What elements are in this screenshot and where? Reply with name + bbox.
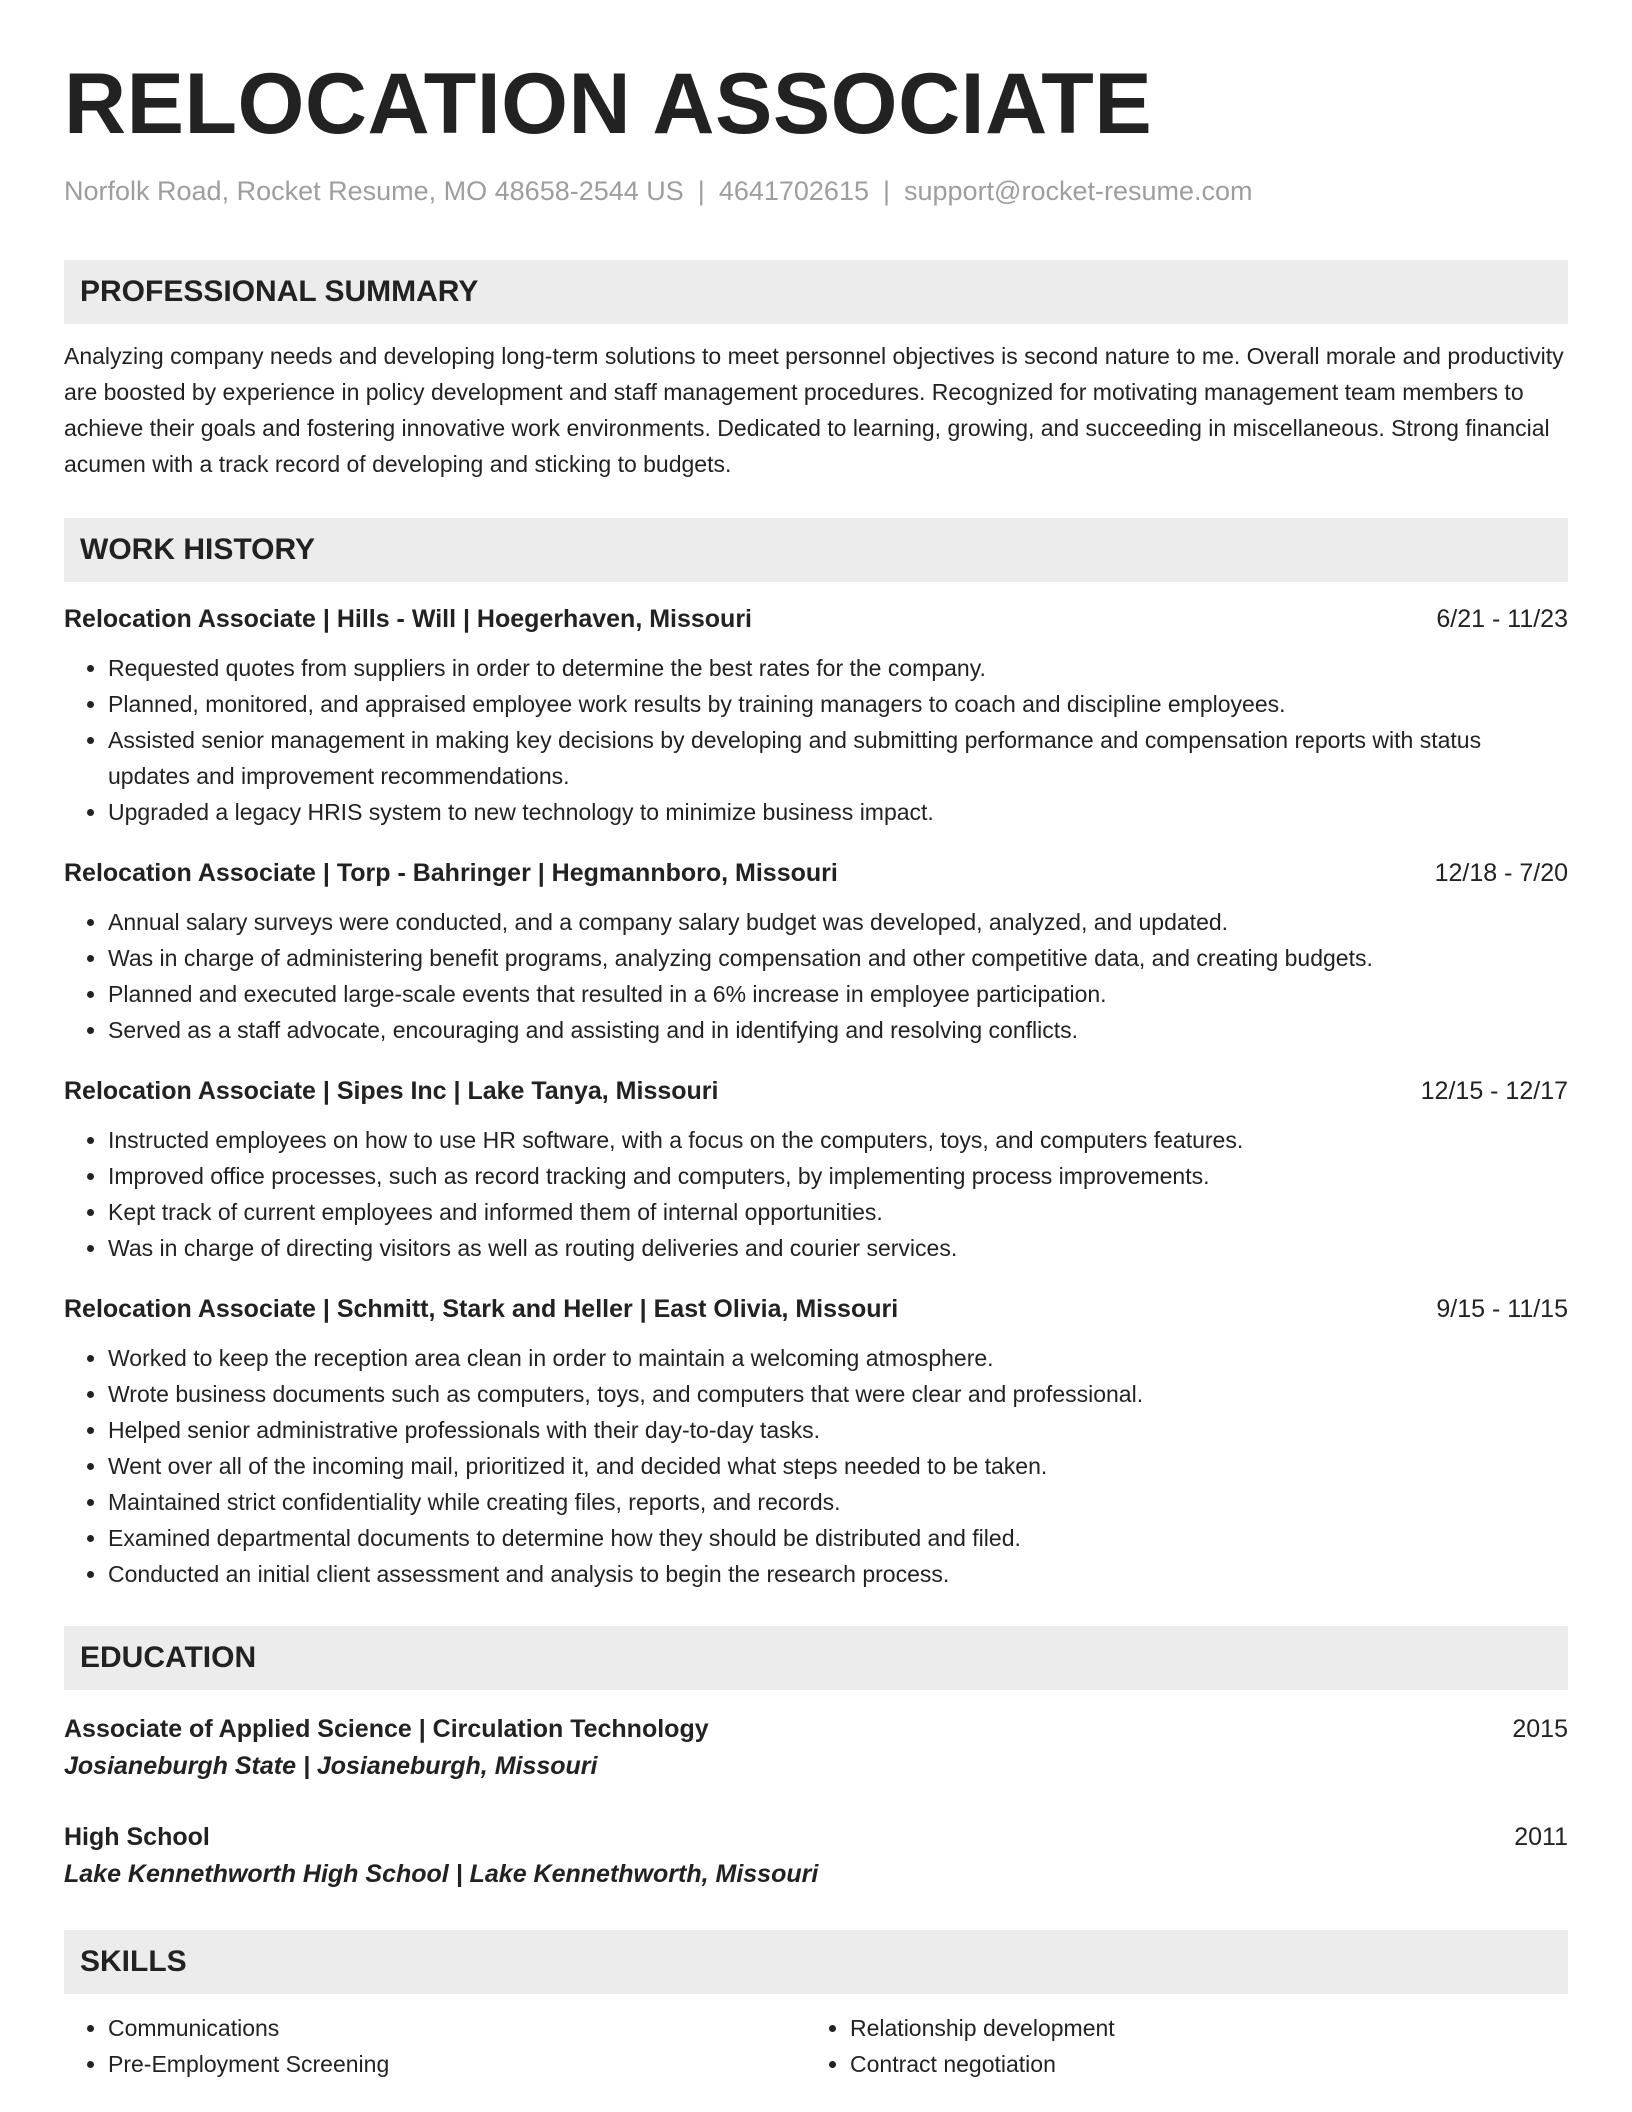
section-heading-summary: PROFESSIONAL SUMMARY: [64, 260, 1568, 324]
list-item: • Went over all of the incoming mail, prioritized it, and decided what steps needed to be taken.: [108, 1448, 1568, 1484]
section-heading-skills: SKILLS: [64, 1930, 1568, 1994]
job-title: Relocation Associate | Hills - Will | Hoegerhaven, Missouri: [64, 605, 753, 633]
job-title: Relocation Associate | Sipes Inc | Lake Tanya, Missouri: [64, 1077, 719, 1105]
job-bullets: [64, 904, 1568, 1048]
list-item: • Maintained strict confidentiality while creating files, reports, and records.: [108, 1484, 1568, 1520]
job-header: [64, 856, 1568, 890]
section-heading-education: EDUCATION: [64, 1626, 1568, 1690]
contact-phone: 4641702615: [718, 176, 869, 206]
education-degree: High School: [64, 1823, 210, 1851]
list-item: • Assisted senior management in making key decisions by developing and submitting performance and compensation reports with status updates and improvement recommendations.: [108, 722, 1568, 794]
education-year: 2015: [1512, 1715, 1568, 1743]
summary-text: Analyzing company needs and developing long-term solutions to meet personnel objectives is second nature to me. Overall morale and productivity are boosted by experience in policy development and staff management procedures. Recognized for motivating management team members to achieve their goals and fostering innovative work environments. Dedicated to learning, growing, and succeeding in miscellaneous. Strong financial acumen with a track record of developing and sticking to budgets.: [64, 343, 1564, 477]
job-entry: [64, 856, 1568, 1048]
education-entry: [64, 1820, 1568, 1892]
job-dates: 6/21 - 11/23: [1436, 605, 1568, 633]
list-item: • Improved office processes, such as record tracking and computers, by implementing process improvements.: [108, 1158, 1568, 1194]
job-entry: [64, 1292, 1568, 1592]
job-header: [64, 1074, 1568, 1108]
section-heading-work-history: WORK HISTORY: [64, 518, 1568, 582]
list-item: • Communications: [108, 2010, 806, 2046]
job-bullets: [64, 1340, 1568, 1592]
list-item: • Relationship development: [850, 2010, 1548, 2046]
list-item: • Examined departmental documents to determine how they should be distributed and filed.: [108, 1520, 1568, 1556]
list-item: • Was in charge of directing visitors as well as routing deliveries and courier services.: [108, 1230, 1568, 1266]
education-school: Josianeburgh State | Josianeburgh, Missouri: [64, 1752, 598, 1780]
contact-email: support@rocket-resume.com: [904, 176, 1253, 206]
job-bullets: [64, 1122, 1568, 1266]
list-item: • Planned, monitored, and appraised employee work results by training managers to coach and discipline employees.: [108, 686, 1568, 722]
list-item: • Upgraded a legacy HRIS system to new technology to minimize business impact.: [108, 794, 1568, 830]
education-header: [64, 1820, 1568, 1854]
skills-column-right: [806, 2010, 1548, 2082]
contact-line: [64, 174, 1568, 208]
list-item: • Contract negotiation: [850, 2046, 1548, 2082]
contact-separator: |: [882, 176, 890, 206]
job-dates: 12/15 - 12/17: [1420, 1077, 1568, 1105]
list-item: • Was in charge of administering benefit programs, analyzing compensation and other competitive data, and creating budgets.: [108, 940, 1568, 976]
job-title: Relocation Associate | Schmitt, Stark and Heller | East Olivia, Missouri: [64, 1295, 899, 1323]
job-header: [64, 1292, 1568, 1326]
list-item: • Annual salary surveys were conducted, and a company salary budget was developed, analyzed, and updated.: [108, 904, 1568, 940]
list-item: • Wrote business documents such as computers, toys, and computers that were clear and professional.: [108, 1376, 1568, 1412]
job-entry: [64, 1074, 1568, 1266]
resume-page: [64, 58, 1568, 2082]
list-item: • Worked to keep the reception area clean in order to maintain a welcoming atmosphere.: [108, 1340, 1568, 1376]
list-item: • Instructed employees on how to use HR software, with a focus on the computers, toys, and computers features.: [108, 1122, 1568, 1158]
list-item: • Helped senior administrative professionals with their day-to-day tasks.: [108, 1412, 1568, 1448]
job-entry: [64, 602, 1568, 830]
job-dates: 9/15 - 11/15: [1436, 1295, 1568, 1323]
education-header: [64, 1712, 1568, 1746]
job-bullets: [64, 650, 1568, 830]
list-item: • Kept track of current employees and informed them of internal opportunities.: [108, 1194, 1568, 1230]
education-degree: Associate of Applied Science | Circulation Technology: [64, 1715, 709, 1743]
skills-column-left: [64, 2010, 806, 2082]
education-school: Lake Kennethworth High School | Lake Kennethworth, Missouri: [64, 1860, 819, 1888]
list-item: • Requested quotes from suppliers in order to determine the best rates for the company.: [108, 650, 1568, 686]
list-item: • Conducted an initial client assessment and analysis to begin the research process.: [108, 1556, 1568, 1592]
contact-separator: |: [697, 176, 705, 206]
job-dates: 12/18 - 7/20: [1434, 859, 1568, 887]
list-item: • Served as a staff advocate, encouraging and assisting and in identifying and resolving conflicts.: [108, 1012, 1568, 1048]
candidate-name: RELOCATION ASSOCIATE: [64, 56, 1153, 152]
job-header: [64, 602, 1568, 636]
list-item: • Planned and executed large-scale events that resulted in a 6% increase in employee participation.: [108, 976, 1568, 1012]
education-year: 2011: [1514, 1823, 1568, 1851]
education-entry: [64, 1712, 1568, 1784]
job-title: Relocation Associate | Torp - Bahringer | Hegmannboro, Missouri: [64, 859, 838, 887]
list-item: • Pre-Employment Screening: [108, 2046, 806, 2082]
contact-address: Norfolk Road, Rocket Resume, MO 48658-2544 US: [64, 176, 684, 206]
skills-list: [64, 2010, 1568, 2082]
